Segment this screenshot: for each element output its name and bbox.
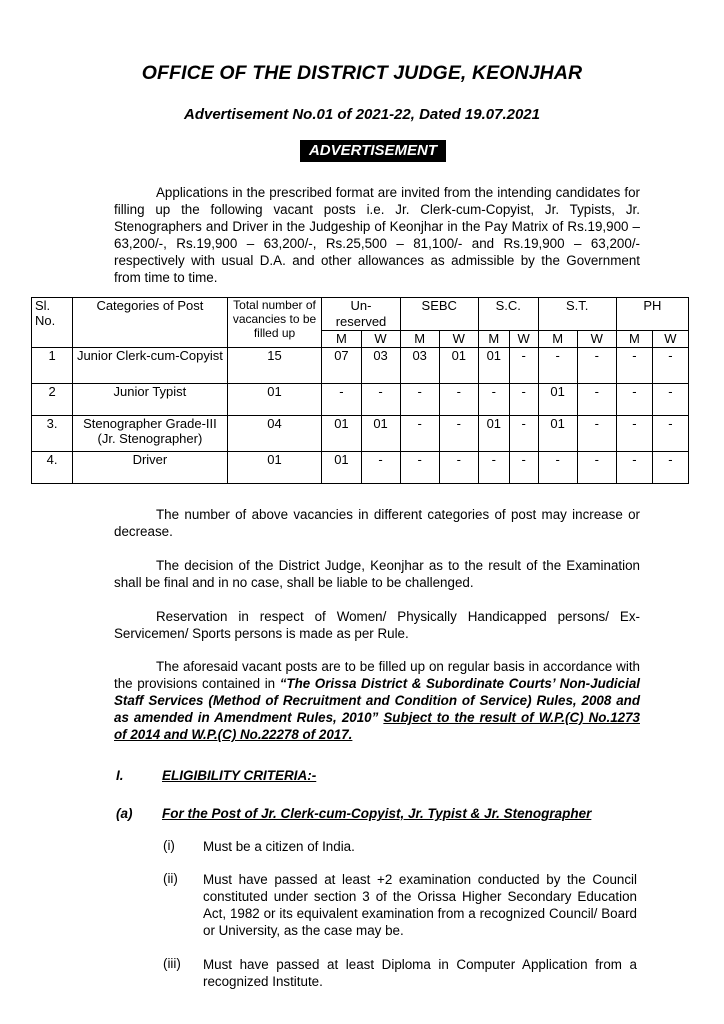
header-w: W [652, 331, 688, 348]
header-w: W [361, 331, 400, 348]
cell-st-m: 01 [538, 384, 577, 416]
header-w: W [509, 331, 538, 348]
cell-ur-m: 01 [322, 416, 361, 452]
vacancy-table [31, 297, 689, 484]
reservation-text: Reservation in respect of Women/ Physically Handicapped persons/ Ex-Servicemen/ Sports persons is made as per Rule. [114, 609, 640, 641]
cell-ph-w: - [652, 452, 688, 484]
cell-ph-w: - [652, 384, 688, 416]
cell-total: 04 [227, 416, 322, 452]
rules-lead-text: The aforesaid vacant posts are to be filled up on regular basis in accordance with the provisions contained in [114, 659, 640, 691]
subsection-number: (a) [116, 806, 133, 821]
header-w: W [439, 331, 478, 348]
cell-ur-m: - [322, 384, 361, 416]
vacancies-text: The number of above vacancies in different categories of post may increase or decrease. [114, 507, 640, 539]
decision-text: The decision of the District Judge, Keonjhar as to the result of the Examination shall be final and in no case, shall be liable to be challenged. [114, 558, 640, 590]
header-sebc: SEBC [400, 298, 478, 331]
reservation-paragraph [114, 608, 640, 642]
cell-ur-w: - [361, 452, 400, 484]
cell-sc-m: 01 [478, 416, 509, 452]
criterion-text: Must have passed at least Diploma in Computer Application from a recognized Institute. [203, 957, 637, 989]
cell-total: 01 [227, 452, 322, 484]
header-sc: S.C. [478, 298, 538, 331]
criterion-text: Must have passed at least +2 examination conducted by the Council constituted under section 3 of the Orissa Higher Secondary Education Act, 1982 or its equivalent examination from a recognized Council/ Board or University, as the case may be. [203, 872, 637, 938]
cell-sc-m: - [478, 452, 509, 484]
cell-sl: 4. [32, 452, 73, 484]
advertisement-label: ADVERTISEMENT [300, 140, 446, 162]
advertisement-number: Advertisement No.01 of 2021-22, Dated 19.07.2021 [183, 106, 540, 123]
cell-ph-m: - [616, 384, 652, 416]
cell-ur-w: 01 [361, 416, 400, 452]
cell-sebc-w: 01 [439, 348, 478, 384]
cell-ur-m: 01 [322, 452, 361, 484]
cell-post: Junior Typist [73, 384, 227, 416]
header-m: M [538, 331, 577, 348]
cell-st-m: - [538, 348, 577, 384]
cell-ph-m: - [616, 452, 652, 484]
table-row [32, 452, 689, 484]
cell-ur-w: 03 [361, 348, 400, 384]
header-m: M [400, 331, 439, 348]
cell-ph-m: - [616, 416, 652, 452]
table-row [32, 416, 689, 452]
cell-total: 01 [227, 384, 322, 416]
cell-ph-m: - [616, 348, 652, 384]
header-category: Categories of Post [73, 298, 227, 348]
cell-st-w: - [577, 384, 616, 416]
header-total: Total number of vacancies to be filled up [227, 298, 322, 348]
intro-paragraph [114, 184, 640, 286]
cell-post: Junior Clerk-cum-Copyist [73, 348, 227, 384]
header-sl-no: Sl. No. [32, 298, 73, 348]
header-m: M [322, 331, 361, 348]
cell-sebc-m: - [400, 416, 439, 452]
header-unreserved: Un-reserved [322, 298, 400, 331]
table-row [32, 348, 689, 384]
section-number: I. [116, 768, 124, 783]
cell-st-m: - [538, 452, 577, 484]
criterion-number: (i) [163, 838, 175, 853]
rules-title-text: “The Orissa District & Subordinate Courts’ Non-Judicial Staff Services (Method of Recruitment and Condition of Service) Rules, 2008 and as amended in Amendment Rules, 2010” [114, 676, 640, 725]
cell-sebc-w: - [439, 452, 478, 484]
cell-ur-m: 07 [322, 348, 361, 384]
cell-st-w: - [577, 348, 616, 384]
header-st: S.T. [538, 298, 616, 331]
section-title: ELIGIBILITY CRITERIA:- [162, 768, 317, 783]
cell-sebc-w: - [439, 416, 478, 452]
cell-sc-m: 01 [478, 348, 509, 384]
header-m: M [478, 331, 509, 348]
cell-sc-w: - [509, 348, 538, 384]
cell-sl: 3. [32, 416, 73, 452]
cell-ph-w: - [652, 348, 688, 384]
cell-st-w: - [577, 416, 616, 452]
cell-sc-w: - [509, 384, 538, 416]
header-w: W [577, 331, 616, 348]
cell-ur-w: - [361, 384, 400, 416]
cell-sebc-m: - [400, 384, 439, 416]
cell-sc-w: - [509, 416, 538, 452]
cell-st-w: - [577, 452, 616, 484]
cell-post: Stenographer Grade-III (Jr. Stenographer) [73, 416, 227, 452]
header-ph: PH [616, 298, 688, 331]
cell-post: Driver [73, 452, 227, 484]
header-m: M [616, 331, 652, 348]
criterion-number: (ii) [163, 871, 178, 886]
rules-paragraph [114, 658, 640, 743]
cell-sebc-w: - [439, 384, 478, 416]
vacancies-paragraph [114, 506, 640, 540]
cell-sebc-m: 03 [400, 348, 439, 384]
table-row [32, 384, 689, 416]
office-title: OFFICE OF THE DISTRICT JUDGE, KEONJHAR [141, 62, 583, 84]
cell-sebc-m: - [400, 452, 439, 484]
subsection-title: For the Post of Jr. Clerk-cum-Copyist, Jr. Typist & Jr. Stenographer [162, 806, 592, 821]
cell-sl: 1 [32, 348, 73, 384]
subject-to-text: Subject to the result of W.P.(C) No.1273 of 2014 and W.P.(C) No.22278 of 2017. [114, 710, 640, 742]
intro-text: Applications in the prescribed format are invited from the intending candidates for filling up the following vacant posts i.e. Jr. Clerk-cum-Copyist, Jr. Typists, Jr. Stenographers and Driver in the Judgeship of Keonjhar in the Pay Matrix of Rs.19,900 – 63,200/-, Rs.19,900 – 63,200/-, Rs.25,500 – 81,100/- and Rs.19,900 – 63,200/- respectively with usual D.A. and other allowances as admissible by the Government from time to time. [114, 185, 640, 285]
decision-paragraph [114, 557, 640, 591]
criterion-text: Must be a citizen of India. [203, 839, 355, 854]
cell-sc-w: - [509, 452, 538, 484]
cell-sl: 2 [32, 384, 73, 416]
cell-total: 15 [227, 348, 322, 384]
criterion-number: (iii) [163, 956, 181, 971]
cell-ph-w: - [652, 416, 688, 452]
cell-sc-m: - [478, 384, 509, 416]
cell-st-m: 01 [538, 416, 577, 452]
